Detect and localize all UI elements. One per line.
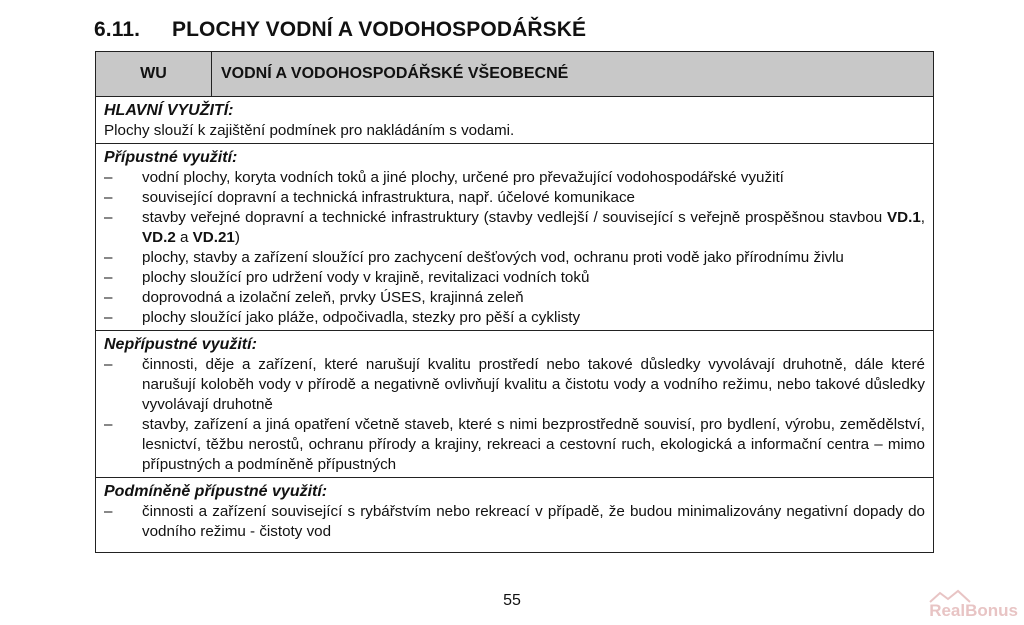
list-item: [104, 355, 925, 415]
list-item-text: [142, 208, 925, 248]
list-item-text: činnosti, děje a zařízení, které narušují kvalitu prostředí nebo takové důsledky vyvolávají druhotně, dále které narušují koloběh vody v přírodě a negativně ovlivňují kvalitu a čistotu vody a vodního režimu, nebo takové důsledky vyvolávají druhotně: [142, 356, 925, 413]
list-item: [104, 308, 925, 328]
main-use-section: [96, 97, 933, 144]
infra-prefix: stavby veřejné dopravní a technické infrastruktury (stavby vedlejší / související s veřejně prospěšnou stavbou: [142, 209, 887, 226]
list-item: [104, 188, 925, 208]
table-header: [96, 52, 933, 97]
conditional-use-title: Podmíněně přípustné využití:: [104, 483, 328, 500]
ref-vd21: VD.21: [192, 229, 235, 246]
dash-bullet: –: [104, 503, 113, 520]
list-item: [104, 288, 925, 308]
ref-vd2: VD.2: [142, 229, 176, 246]
dash-bullet: –: [104, 289, 113, 306]
list-item: [104, 168, 925, 188]
permitted-use-section: [96, 144, 933, 331]
section-heading: [94, 18, 586, 42]
main-use-text: Plochy slouží k zajištění podmínek pro nakládáním s vodami.: [104, 122, 515, 139]
list-item-text: vodní plochy, koryta vodních toků a jiné plochy, určené pro převažující vodohospodářské využití: [142, 169, 784, 186]
regulation-table: [95, 51, 934, 553]
list-item-text: plochy sloužící jako pláže, odpočivadla, stezky pro pěší a cyklisty: [142, 309, 581, 326]
dash-bullet: –: [104, 249, 113, 266]
conditional-use-section: [96, 478, 933, 544]
permitted-use-title: Přípustné využití:: [104, 149, 238, 166]
sep: a: [175, 229, 193, 246]
page-number: 55: [503, 592, 521, 609]
section-number: 6.11.: [94, 18, 141, 41]
forbidden-use-title: Nepřípustné využití:: [104, 336, 257, 353]
zone-name: VODNÍ A VODOHOSPODÁŘSKÉ VŠEOBECNÉ: [221, 65, 569, 82]
list-item-text: plochy sloužící pro udržení vody v krajině, revitalizaci vodních toků: [142, 269, 590, 286]
watermark-logo: RealBonus: [929, 601, 1018, 620]
dash-bullet: –: [104, 189, 113, 206]
dash-bullet: –: [104, 416, 113, 433]
dash-bullet: –: [104, 169, 113, 186]
list-item: [104, 502, 925, 542]
main-use-title: HLAVNÍ VYUŽITÍ:: [104, 102, 234, 119]
list-item-text: související dopravní a technická infrastruktura, např. účelové komunikace: [142, 189, 636, 206]
dash-bullet: –: [104, 309, 113, 326]
list-item-text: stavby, zařízení a jiná opatření včetně staveb, které s nimi bezprostředně souvisí, pro bydlení, výrobu, zemědělství, lesnictví, těžbu nerostů, ochranu přírody a krajiny, rekreaci a cestovní ruch, ekologická a informační centra – mimo přípustných a podmíněně přípustných: [142, 416, 925, 473]
list-item: [104, 208, 925, 248]
list-item-text: plochy, stavby a zařízení sloužící pro zachycení dešťových vod, ochranu proti vodě jako přírodnímu živlu: [142, 249, 844, 266]
dash-bullet: –: [104, 356, 113, 373]
forbidden-use-section: [96, 331, 933, 478]
section-title: PLOCHY VODNÍ A VODOHOSPODÁŘSKÉ: [172, 18, 587, 41]
sep: ,: [920, 209, 925, 226]
list-item: [104, 268, 925, 288]
ref-vd1: VD.1: [887, 209, 921, 226]
dash-bullet: –: [104, 269, 113, 286]
zone-code: WU: [96, 52, 212, 96]
list-item-text: doprovodná a izolační zeleň, prvky ÚSES, krajinná zeleň: [142, 289, 524, 306]
infra-suffix: ): [234, 229, 240, 246]
list-item: [104, 248, 925, 268]
list-item-text: činnosti a zařízení související s rybářstvím nebo rekreací v případě, že budou minimalizovány negativní dopady do vodního režimu - čistoty vod: [142, 503, 925, 540]
list-item: [104, 415, 925, 475]
dash-bullet: –: [104, 209, 113, 226]
